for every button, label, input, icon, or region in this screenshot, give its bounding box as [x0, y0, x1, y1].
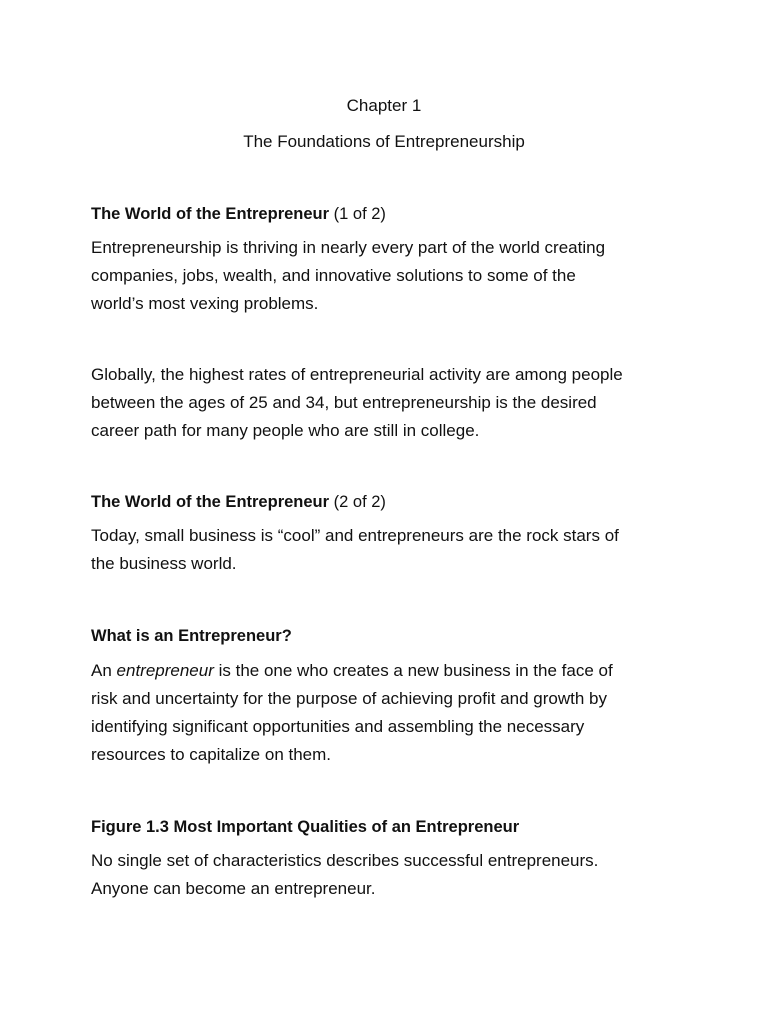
paragraph-line: Today, small business is “cool” and entrepreneurs are the rock stars of: [91, 526, 619, 545]
section-heading-figure: [91, 815, 519, 839]
paragraph-characteristics: [91, 847, 681, 903]
paragraph-line-definition: [91, 657, 681, 685]
paragraph-line: career path for many people who are still in college.: [91, 421, 480, 440]
chapter-number: Chapter 1: [346, 96, 422, 115]
section-heading-bold: Figure 1.3 Most Important Qualities of an Entrepreneur: [91, 818, 520, 836]
section-heading-bold: What is an Entrepreneur?: [91, 627, 292, 645]
paragraph-cool-business: [91, 522, 681, 578]
paragraph-world-intro: [91, 234, 681, 318]
definition-term: entrepreneur: [116, 661, 214, 680]
paragraph-world-rates: [91, 361, 681, 445]
paragraph-line: world’s most vexing problems.: [91, 294, 319, 313]
section-heading-what-is: [91, 624, 292, 648]
section-heading-suffix: (2 of 2): [329, 493, 386, 511]
section-heading-bold: The World of the Entrepreneur: [91, 205, 330, 223]
section-heading-bold: The World of the Entrepreneur: [91, 493, 330, 511]
paragraph-line: Anyone can become an entrepreneur.: [91, 879, 376, 898]
paragraph-line: Globally, the highest rates of entrepreneurial activity are among people: [91, 365, 623, 384]
paragraph-line: resources to capitalize on them.: [91, 745, 332, 764]
chapter-title: The Foundations of Entrepreneurship: [243, 132, 525, 151]
definition-rest: is the one who creates a new business in the face of: [213, 661, 613, 680]
paragraph-line: risk and uncertainty for the purpose of achieving profit and growth by: [91, 689, 607, 708]
paragraph-line: between the ages of 25 and 34, but entrepreneurship is the desired: [91, 393, 597, 412]
paragraph-definition: [91, 657, 681, 769]
section-heading-world-1: [91, 202, 386, 226]
section-heading-suffix: (1 of 2): [329, 205, 386, 223]
paragraph-line: No single set of characteristics describes successful entrepreneurs.: [91, 851, 599, 870]
paragraph-line: Entrepreneurship is thriving in nearly every part of the world creating: [91, 238, 606, 257]
definition-prefix: An: [91, 661, 117, 680]
section-heading-world-2: [91, 490, 386, 514]
paragraph-line: identifying significant opportunities and assembling the necessary: [91, 717, 585, 736]
paragraph-line: the business world.: [91, 554, 237, 573]
paragraph-line: companies, jobs, wealth, and innovative solutions to some of the: [91, 266, 576, 285]
